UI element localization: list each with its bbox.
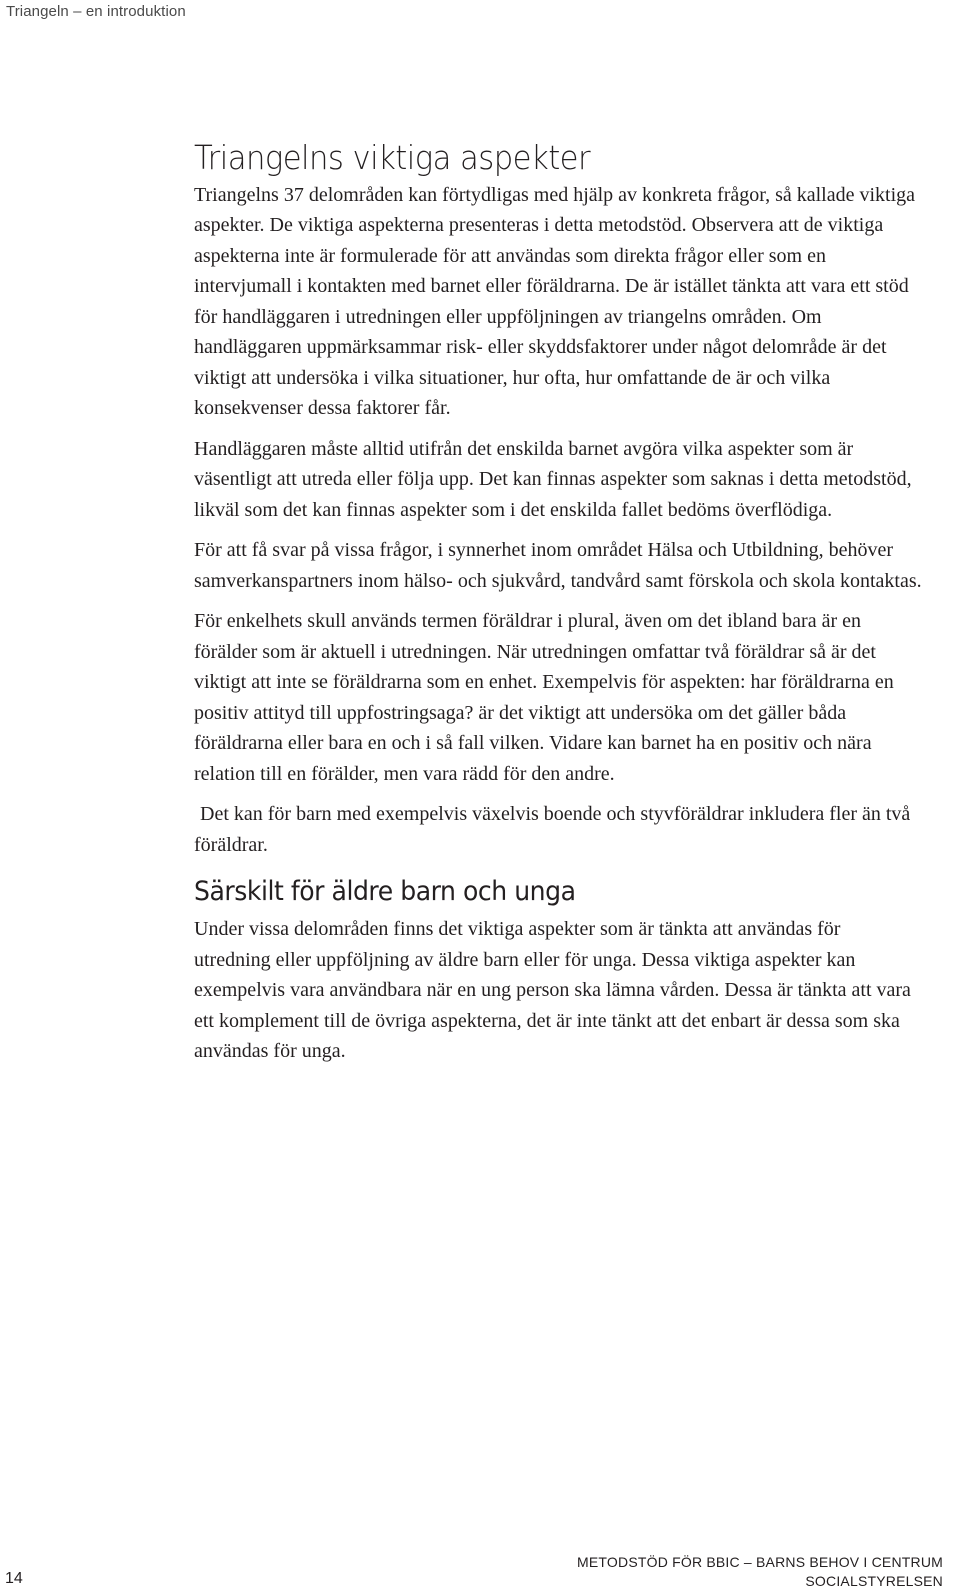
body-paragraph: För enkelhets skull används termen föräldrar i plural, även om det ibland bara är en förälder som är aktuell i utredningen. När utredningen omfattar två föräldrar så är det viktigt att inte se föräldrarna som en enhet. Exempelvis för aspekten: har föräldrarna en positiv attityd till uppfostringsaga? är det viktigt att undersöka om det gäller båda föräldrarna eller bara en och i så fall vilken. Vidare kan barnet ha en positiv och nära relation till en förälder, men vara rädd för den andre. (194, 610, 894, 785)
publisher-name: SOCIALSTYRELSEN (805, 1573, 943, 1589)
section-heading-aldre-barn: Särskilt för äldre barn och unga (194, 876, 576, 908)
page-number: 14 (5, 1570, 23, 1587)
body-paragraph: Under vissa delområden finns det viktiga aspekter som är tänkta att användas för utredning eller uppföljning av äldre barn eller för unga. Dessa viktiga aspekter kan exempelvis vara användbara när en ung person ska lämna vården. Dessa är tänkta att vara ett komplement till de övriga aspekterna, det är inte tänkt att det enbart är dessa som ska användas för unga. (194, 918, 911, 1063)
body-paragraph: Det kan för barn med exempelvis växelvis boende och styvföräldrar inkludera fler än två föräldrar. (194, 803, 911, 856)
publication-title: METODSTÖD FÖR BBIC – BARNS BEHOV I CENTRUM (577, 1554, 943, 1570)
body-paragraph: Triangelns 37 delområden kan förtydligas med hjälp av konkreta frågor, så kallade viktiga aspekter. De viktiga aspekterna presenteras i detta metodstöd. Observera att de viktiga aspekterna inte är formulerade för att användas som direkta frågor eller som en intervjumall i kontakten med barnet eller föräldrarna. De är istället tänkta att vara ett stöd för handläggaren i utredningen eller uppföljningen av triangelns områden. Om handläggaren uppmärksammar risk- eller skyddsfaktorer under något delområde är det viktigt att undersöka i vilka situationer, hur ofta, hur omfattande de är och vilka konsekvenser dessa faktorer får. (194, 183, 916, 420)
footer-publication (577, 1553, 943, 1591)
body-paragraph: För att få svar på vissa frågor, i synnerhet inom området Hälsa och Utbildning, behöver samverkanspartners inom hälso- och sjukvård, tandvård samt förskola och skola kontaktas. (194, 539, 922, 592)
section-heading-viktiga-aspekter: Triangelns viktiga aspekter (194, 138, 591, 177)
body-paragraph: Handläggaren måste alltid utifrån det enskilda barnet avgöra vilka aspekter som är väsentligt att utreda eller följa upp. Det kan finnas aspekter som saknas i detta metodstöd, likväl som det kan finnas aspekter som i det enskilda fallet bedöms överflödiga. (194, 437, 912, 521)
running-header: Triangeln – en introduktion (6, 3, 186, 20)
main-content (194, 138, 922, 1077)
